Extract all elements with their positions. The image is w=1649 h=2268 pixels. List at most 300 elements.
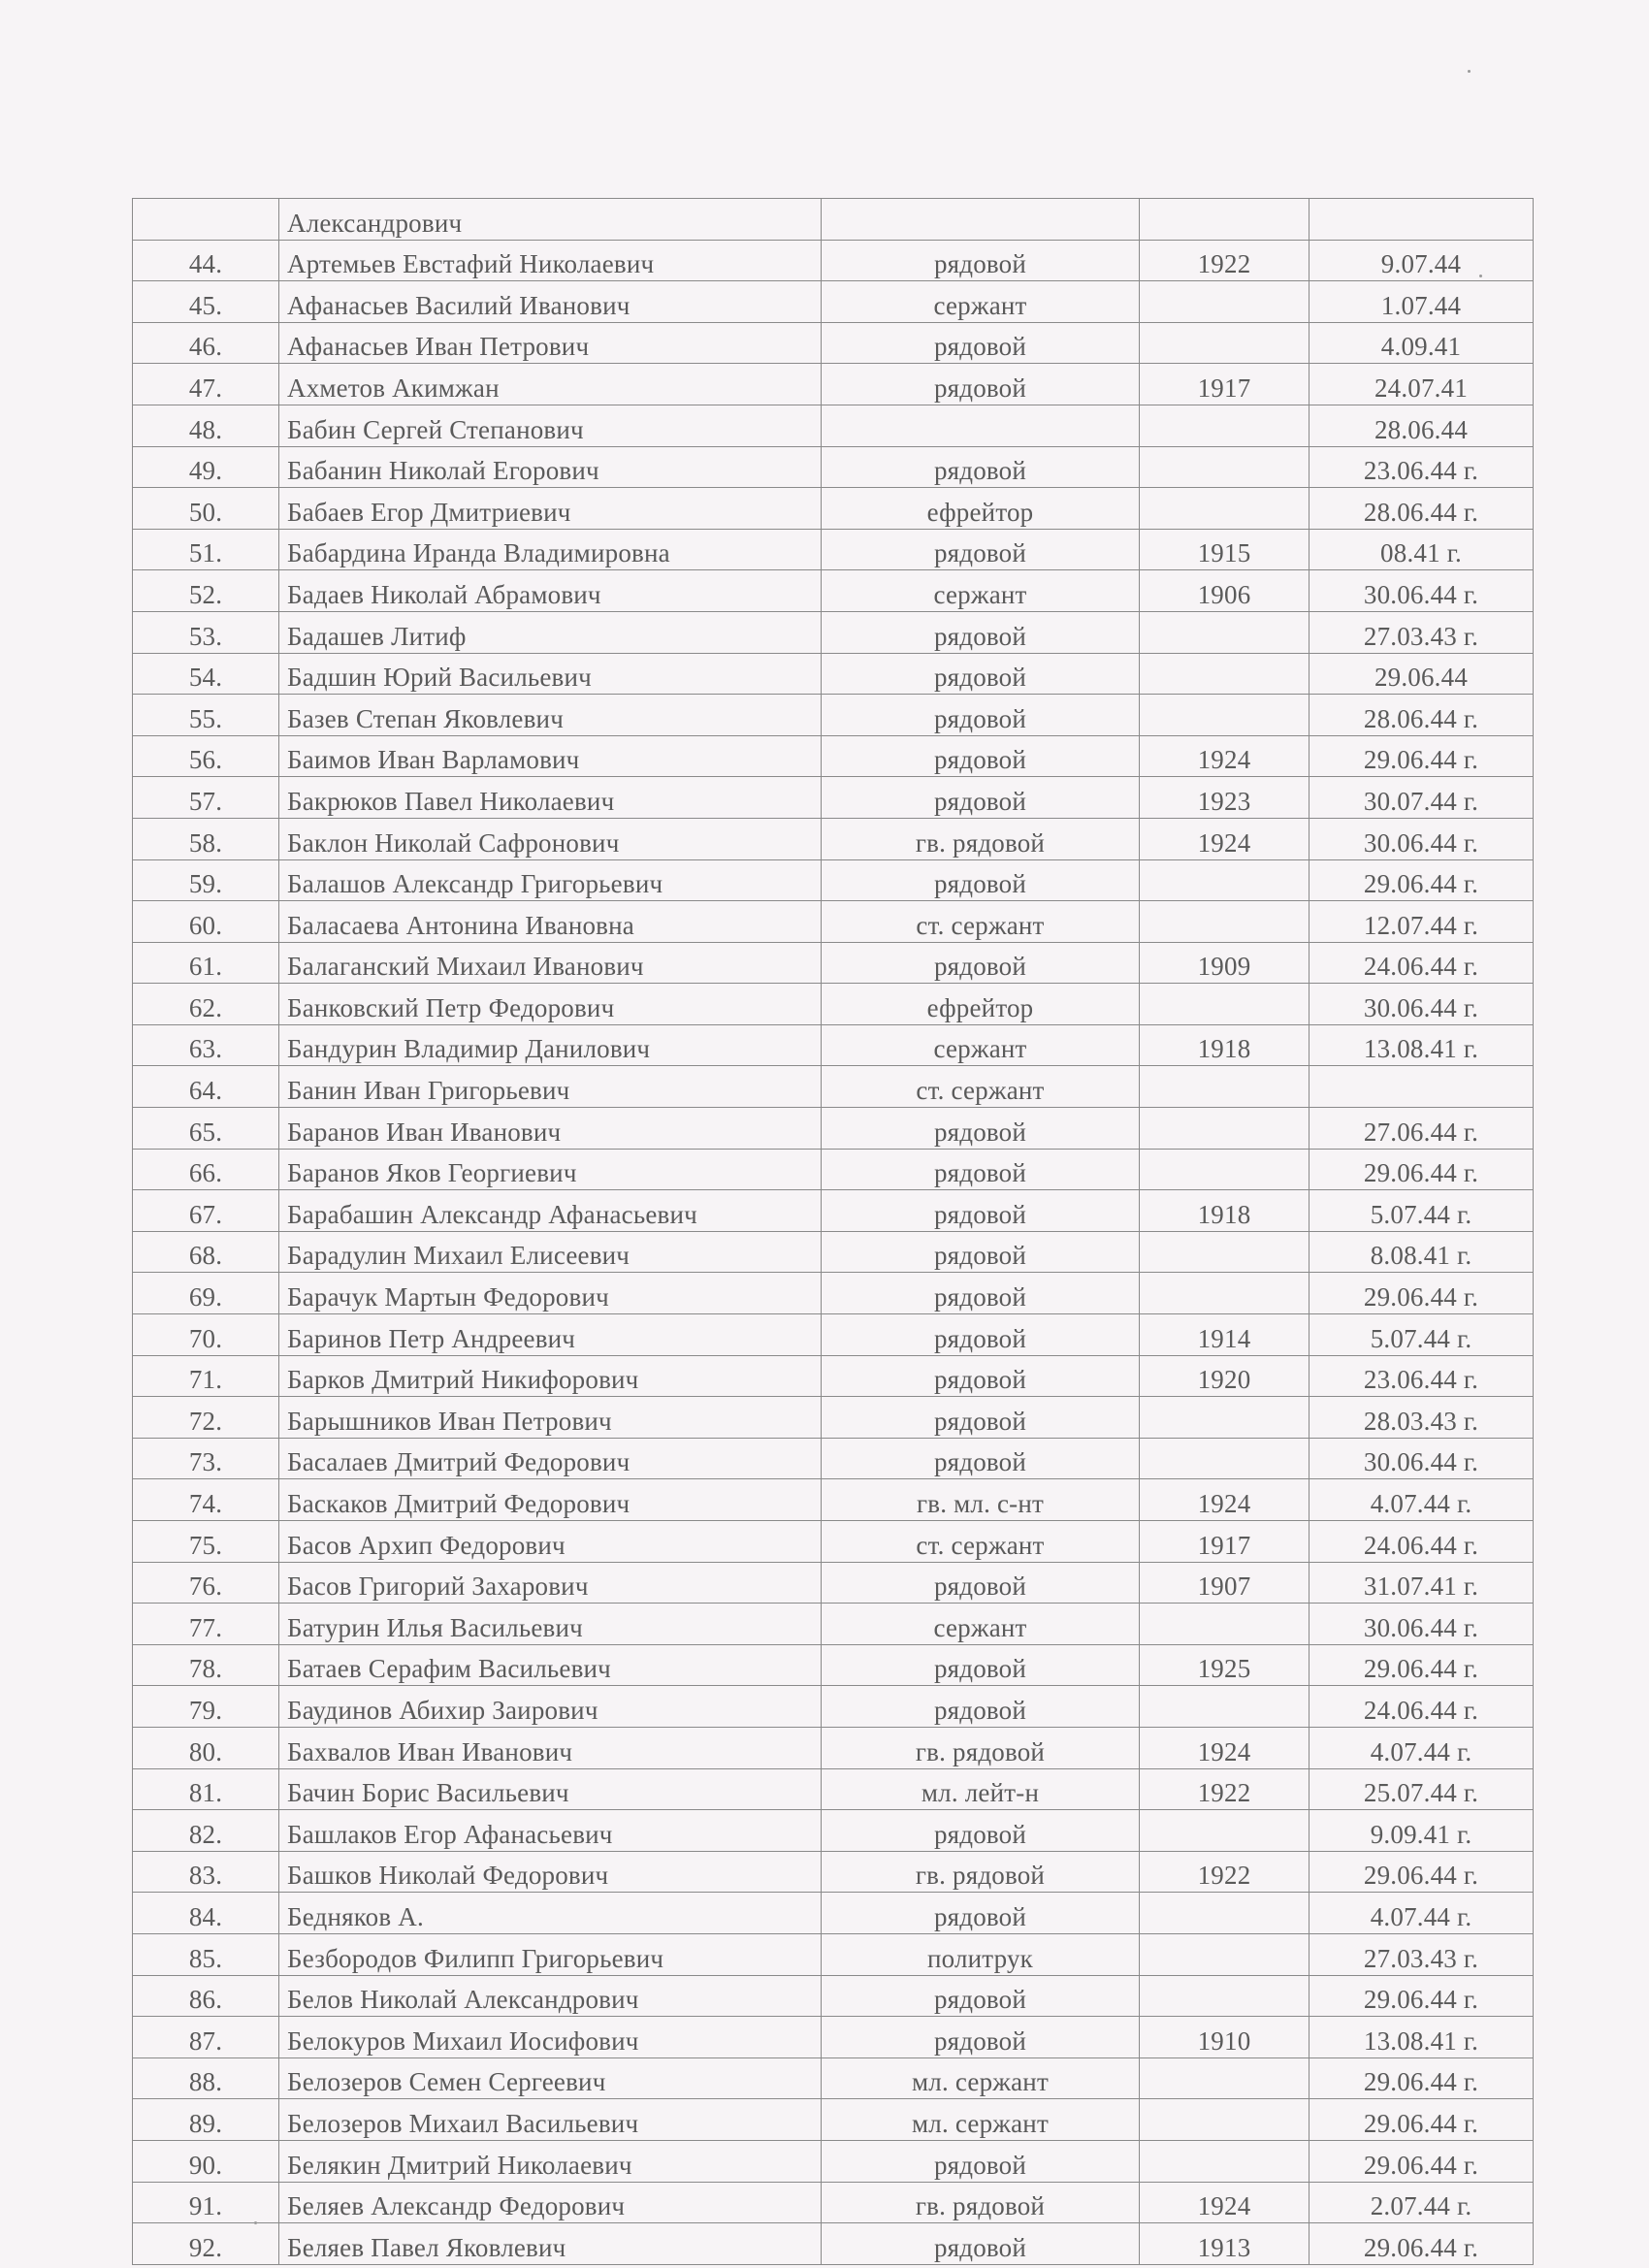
row-number-cell: 80. [133,1727,279,1768]
military-rank-cell: гв. рядовой [822,818,1140,859]
person-name-cell: Беляев Павел Яковлевич [279,2223,822,2265]
military-rank-cell: гв. рядовой [822,2182,1140,2223]
birth-year-cell [1140,199,1310,241]
birth-year-cell: 1924 [1140,2182,1310,2223]
death-date-cell: 29.06.44 г. [1310,2223,1534,2265]
military-rank-cell: рядовой [822,446,1140,488]
birth-year-cell: 1917 [1140,364,1310,405]
military-rank-cell: рядовой [822,1562,1140,1604]
person-name-cell: Бабанин Николай Егорович [279,446,822,488]
scan-speck [1479,275,1482,277]
birth-year-cell [1140,1604,1310,1645]
death-date-cell: 13.08.41 г. [1310,1024,1534,1066]
military-rank-cell: рядовой [822,1231,1140,1273]
military-rank-cell: рядовой [822,1975,1140,2017]
death-date-cell: 28.03.43 г. [1310,1397,1534,1439]
person-name-cell: Афанасьев Василий Иванович [279,281,822,323]
birth-year-cell [1140,1810,1310,1852]
military-rank-cell: рядовой [822,1273,1140,1314]
death-date-cell: 29.06.44 г. [1310,1273,1534,1314]
death-date-cell: 29.06.44 г. [1310,1851,1534,1893]
death-date-cell: 4.07.44 г. [1310,1893,1534,1934]
birth-year-cell: 1909 [1140,942,1310,984]
table-row [133,2099,1534,2141]
military-rank-cell: гв. рядовой [822,1727,1140,1768]
birth-year-cell: 1922 [1140,1768,1310,1810]
death-date-cell [1310,1066,1534,1108]
table-row [133,281,1534,323]
table-row [133,735,1534,777]
birth-year-cell [1140,488,1310,530]
table-row [133,942,1534,984]
person-name-cell: Александрович [279,199,822,241]
row-number-cell: 55. [133,695,279,736]
table-row [133,322,1534,364]
table-row [133,777,1534,819]
death-date-cell: 8.08.41 г. [1310,1231,1534,1273]
table-row [133,1893,1534,1934]
table-row [133,446,1534,488]
table-row [133,240,1534,281]
table-row [133,1604,1534,1645]
row-number-cell: 74. [133,1479,279,1521]
row-number-cell: 83. [133,1851,279,1893]
table-row [133,901,1534,943]
row-number-cell: 88. [133,2057,279,2099]
death-date-cell: 29.06.44 г. [1310,2099,1534,2141]
death-date-cell: 27.03.43 г. [1310,611,1534,653]
row-number-cell: 68. [133,1231,279,1273]
person-name-cell: Белов Николай Александрович [279,1975,822,2017]
military-rank-cell: рядовой [822,942,1140,984]
table-row [133,1975,1534,2017]
table-row [133,695,1534,736]
birth-year-cell: 1910 [1140,2017,1310,2058]
military-rank-cell: ефрейтор [822,488,1140,530]
death-date-cell: 30.06.44 г. [1310,570,1534,612]
row-number-cell: 72. [133,1397,279,1439]
table-row [133,2223,1534,2265]
person-name-cell: Бадашев Литиф [279,611,822,653]
row-number-cell: 84. [133,1893,279,1934]
table-row [133,1562,1534,1604]
person-name-cell: Белокуров Михаил Иосифович [279,2017,822,2058]
death-date-cell: 5.07.44 г. [1310,1190,1534,1232]
person-name-cell: Баскаков Дмитрий Федорович [279,1479,822,1521]
birth-year-cell: 1920 [1140,1355,1310,1397]
death-date-cell: 31.07.41 г. [1310,1562,1534,1604]
row-number-cell: 69. [133,1273,279,1314]
birth-year-cell [1140,1066,1310,1108]
military-rank-cell: мл. лейт-н [822,1768,1140,1810]
row-number-cell: 61. [133,942,279,984]
death-date-cell: 29.06.44 г. [1310,2057,1534,2099]
death-date-cell: 24.06.44 г. [1310,942,1534,984]
death-date-cell: 4.07.44 г. [1310,1479,1534,1521]
death-date-cell: 9.09.41 г. [1310,1810,1534,1852]
birth-year-cell: 1924 [1140,1479,1310,1521]
roster-body [133,199,1534,2265]
person-name-cell: Батаев Серафим Васильевич [279,1644,822,1686]
death-date-cell: 27.03.43 г. [1310,1933,1534,1975]
military-rank-cell: рядовой [822,735,1140,777]
row-number-cell: 53. [133,611,279,653]
person-name-cell: Баласаева Антонина Ивановна [279,901,822,943]
military-rank-cell: рядовой [822,777,1140,819]
table-row [133,2057,1534,2099]
death-date-cell: 30.07.44 г. [1310,777,1534,819]
person-name-cell: Басов Григорий Захарович [279,1562,822,1604]
row-number-cell: 67. [133,1190,279,1232]
military-rank-cell: мл. сержант [822,2099,1140,2141]
row-number-cell: 89. [133,2099,279,2141]
death-date-cell: 24.06.44 г. [1310,1521,1534,1563]
row-number-cell: 70. [133,1314,279,1356]
birth-year-cell [1140,1397,1310,1439]
row-number-cell: 56. [133,735,279,777]
table-row [133,653,1534,695]
birth-year-cell: 1924 [1140,1727,1310,1768]
person-name-cell: Баудинов Абихир Заирович [279,1686,822,1728]
row-number-cell: 60. [133,901,279,943]
table-row [133,1479,1534,1521]
person-name-cell: Бадшин Юрий Васильевич [279,653,822,695]
person-name-cell: Бакрюков Павел Николаевич [279,777,822,819]
person-name-cell: Барков Дмитрий Никифорович [279,1355,822,1397]
military-rank-cell: рядовой [822,859,1140,901]
death-date-cell: 30.06.44 г. [1310,1604,1534,1645]
birth-year-cell [1140,2057,1310,2099]
person-name-cell: Афанасьев Иван Петрович [279,322,822,364]
military-rank-cell: рядовой [822,1686,1140,1728]
death-date-cell: 29.06.44 г. [1310,1975,1534,2017]
military-rank-cell: рядовой [822,2223,1140,2265]
row-number-cell: 76. [133,1562,279,1604]
birth-year-cell [1140,2140,1310,2182]
birth-year-cell: 1918 [1140,1190,1310,1232]
row-number-cell: 92. [133,2223,279,2265]
death-date-cell: 4.09.41 [1310,322,1534,364]
row-number-cell: 47. [133,364,279,405]
death-date-cell: 4.07.44 г. [1310,1727,1534,1768]
birth-year-cell: 1914 [1140,1314,1310,1356]
table-row [133,1851,1534,1893]
military-rank-cell: рядовой [822,322,1140,364]
row-number-cell: 75. [133,1521,279,1563]
person-name-cell: Артемьев Евстафий Николаевич [279,240,822,281]
military-rank-cell: политрук [822,1933,1140,1975]
table-row [133,818,1534,859]
military-rank-cell: сержант [822,1604,1140,1645]
row-number-cell: 48. [133,405,279,446]
person-name-cell: Базев Степан Яковлевич [279,695,822,736]
birth-year-cell: 1924 [1140,818,1310,859]
table-row [133,1810,1534,1852]
death-date-cell: 2.07.44 г. [1310,2182,1534,2223]
person-name-cell: Барышников Иван Петрович [279,1397,822,1439]
row-number-cell: 52. [133,570,279,612]
death-date-cell: 29.06.44 г. [1310,735,1534,777]
death-date-cell: 30.06.44 г. [1310,1438,1534,1479]
military-rank-cell: рядовой [822,1190,1140,1232]
person-name-cell: Башков Николай Федорович [279,1851,822,1893]
table-row [133,1190,1534,1232]
birth-year-cell [1140,1149,1310,1190]
table-row [133,570,1534,612]
table-row [133,2140,1534,2182]
military-rank-cell: рядовой [822,1108,1140,1150]
row-number-cell: 54. [133,653,279,695]
person-name-cell: Баранов Иван Иванович [279,1108,822,1150]
table-row [133,611,1534,653]
table-row [133,1933,1534,1975]
row-number-cell: 64. [133,1066,279,1108]
military-rank-cell: рядовой [822,1644,1140,1686]
birth-year-cell: 1922 [1140,240,1310,281]
person-name-cell: Балашов Александр Григорьевич [279,859,822,901]
birth-year-cell [1140,901,1310,943]
death-date-cell: 30.06.44 г. [1310,984,1534,1025]
table-row [133,1024,1534,1066]
death-date-cell: 24.06.44 г. [1310,1686,1534,1728]
death-date-cell: 23.06.44 г. [1310,446,1534,488]
birth-year-cell: 1922 [1140,1851,1310,1893]
military-rank-cell: мл. сержант [822,2057,1140,2099]
row-number-cell: 87. [133,2017,279,2058]
person-name-cell: Ахметов Акимжан [279,364,822,405]
person-name-cell: Бахвалов Иван Иванович [279,1727,822,1768]
roster-table [132,198,1534,2265]
birth-year-cell: 1913 [1140,2223,1310,2265]
death-date-cell: 9.07.44 [1310,240,1534,281]
military-rank-cell: рядовой [822,1397,1140,1439]
birth-year-cell [1140,1438,1310,1479]
military-rank-cell: рядовой [822,695,1140,736]
death-date-cell: 27.06.44 г. [1310,1108,1534,1150]
birth-year-cell: 1907 [1140,1562,1310,1604]
table-row [133,1644,1534,1686]
row-number-cell: 58. [133,818,279,859]
death-date-cell: 25.07.44 г. [1310,1768,1534,1810]
military-rank-cell: рядовой [822,2140,1140,2182]
death-date-cell: 29.06.44 г. [1310,1149,1534,1190]
birth-year-cell [1140,611,1310,653]
row-number-cell: 44. [133,240,279,281]
military-rank-cell: ст. сержант [822,901,1140,943]
military-rank-cell: рядовой [822,529,1140,570]
person-name-cell: Балаганский Михаил Иванович [279,942,822,984]
table-row [133,488,1534,530]
row-number-cell: 86. [133,1975,279,2017]
row-number-cell: 49. [133,446,279,488]
person-name-cell: Бедняков А. [279,1893,822,1934]
birth-year-cell: 1918 [1140,1024,1310,1066]
person-name-cell: Барабашин Александр Афанасьевич [279,1190,822,1232]
table-row [133,1397,1534,1439]
birth-year-cell [1140,2099,1310,2141]
birth-year-cell [1140,281,1310,323]
row-number-cell: 46. [133,322,279,364]
military-rank-cell: рядовой [822,2017,1140,2058]
row-number-cell: 90. [133,2140,279,2182]
person-name-cell: Бандурин Владимир Данилович [279,1024,822,1066]
person-name-cell: Бабаев Егор Дмитриевич [279,488,822,530]
row-number-cell: 66. [133,1149,279,1190]
person-name-cell: Беляев Александр Федорович [279,2182,822,2223]
person-name-cell: Басалаев Дмитрий Федорович [279,1438,822,1479]
person-name-cell: Барадулин Михаил Елисеевич [279,1231,822,1273]
person-name-cell: Басов Архип Федорович [279,1521,822,1563]
birth-year-cell [1140,322,1310,364]
person-name-cell: Барачук Мартын Федорович [279,1273,822,1314]
death-date-cell: 28.06.44 [1310,405,1534,446]
military-rank-cell: рядовой [822,1149,1140,1190]
row-number-cell [133,199,279,241]
military-rank-cell: ст. сержант [822,1066,1140,1108]
death-date-cell: 28.06.44 г. [1310,695,1534,736]
row-number-cell: 59. [133,859,279,901]
military-rank-cell: сержант [822,281,1140,323]
table-row [133,2017,1534,2058]
birth-year-cell [1140,1108,1310,1150]
military-rank-cell: рядовой [822,1810,1140,1852]
table-row [133,364,1534,405]
military-rank-cell [822,199,1140,241]
person-name-cell: Бадаев Николай Абрамович [279,570,822,612]
military-rank-cell: рядовой [822,1314,1140,1356]
birth-year-cell [1140,1893,1310,1934]
table-row [133,1108,1534,1150]
person-name-cell: Белозеров Михаил Васильевич [279,2099,822,2141]
row-number-cell: 71. [133,1355,279,1397]
scan-speck [1468,70,1471,73]
person-name-cell: Банковский Петр Федорович [279,984,822,1025]
death-date-cell [1310,199,1534,241]
person-name-cell: Баранов Яков Георгиевич [279,1149,822,1190]
military-rank-cell: сержант [822,1024,1140,1066]
table-row [133,1438,1534,1479]
row-number-cell: 65. [133,1108,279,1150]
birth-year-cell: 1925 [1140,1644,1310,1686]
table-row [133,1727,1534,1768]
row-number-cell: 82. [133,1810,279,1852]
birth-year-cell [1140,1686,1310,1728]
death-date-cell: 08.41 г. [1310,529,1534,570]
table-row [133,2182,1534,2223]
table-row [133,1686,1534,1728]
person-name-cell: Бачин Борис Васильевич [279,1768,822,1810]
table-row [133,1521,1534,1563]
birth-year-cell: 1915 [1140,529,1310,570]
birth-year-cell: 1923 [1140,777,1310,819]
military-rank-cell: рядовой [822,653,1140,695]
birth-year-cell [1140,1231,1310,1273]
table-row [133,984,1534,1025]
table-row [133,1768,1534,1810]
birth-year-cell [1140,984,1310,1025]
birth-year-cell [1140,1975,1310,2017]
person-name-cell: Баринов Петр Андреевич [279,1314,822,1356]
row-number-cell: 78. [133,1644,279,1686]
table-row [133,1314,1534,1356]
birth-year-cell [1140,1273,1310,1314]
row-number-cell: 63. [133,1024,279,1066]
military-rank-cell: рядовой [822,1893,1140,1934]
row-number-cell: 73. [133,1438,279,1479]
death-date-cell: 5.07.44 г. [1310,1314,1534,1356]
table-row [133,405,1534,446]
person-name-cell: Баимов Иван Варламович [279,735,822,777]
row-number-cell: 57. [133,777,279,819]
death-date-cell: 29.06.44 г. [1310,1644,1534,1686]
table-row [133,1149,1534,1190]
person-name-cell: Бабардина Иранда Владимировна [279,529,822,570]
table-row [133,1273,1534,1314]
row-number-cell: 50. [133,488,279,530]
military-rank-cell: ст. сержант [822,1521,1140,1563]
birth-year-cell: 1906 [1140,570,1310,612]
person-name-cell: Бабин Сергей Степанович [279,405,822,446]
death-date-cell: 29.06.44 г. [1310,859,1534,901]
death-date-cell: 12.07.44 г. [1310,901,1534,943]
military-rank-cell: сержант [822,570,1140,612]
military-rank-cell: ефрейтор [822,984,1140,1025]
row-number-cell: 45. [133,281,279,323]
scan-speck [254,2221,257,2224]
birth-year-cell: 1917 [1140,1521,1310,1563]
person-name-cell: Белозеров Семен Сергеевич [279,2057,822,2099]
military-rank-cell: рядовой [822,1438,1140,1479]
table-row [133,1066,1534,1108]
death-date-cell: 29.06.44 [1310,653,1534,695]
row-number-cell: 79. [133,1686,279,1728]
row-number-cell: 91. [133,2182,279,2223]
death-date-cell: 1.07.44 [1310,281,1534,323]
military-rank-cell: гв. мл. с-нт [822,1479,1140,1521]
military-rank-cell: рядовой [822,1355,1140,1397]
death-date-cell: 28.06.44 г. [1310,488,1534,530]
military-rank-cell: гв. рядовой [822,1851,1140,1893]
death-date-cell: 30.06.44 г. [1310,818,1534,859]
person-name-cell: Башлаков Егор Афанасьевич [279,1810,822,1852]
death-date-cell: 23.06.44 г. [1310,1355,1534,1397]
row-number-cell: 81. [133,1768,279,1810]
row-number-cell: 51. [133,529,279,570]
death-date-cell: 24.07.41 [1310,364,1534,405]
row-number-cell: 85. [133,1933,279,1975]
military-rank-cell [822,405,1140,446]
table-row [133,1355,1534,1397]
roster-sheet [132,198,1533,2265]
person-name-cell: Белякин Дмитрий Николаевич [279,2140,822,2182]
birth-year-cell [1140,405,1310,446]
death-date-cell: 29.06.44 г. [1310,2140,1534,2182]
birth-year-cell [1140,446,1310,488]
person-name-cell: Баклон Николай Сафронович [279,818,822,859]
death-date-cell: 13.08.41 г. [1310,2017,1534,2058]
table-row [133,199,1534,241]
row-number-cell: 77. [133,1604,279,1645]
military-rank-cell: рядовой [822,611,1140,653]
table-row [133,859,1534,901]
row-number-cell: 62. [133,984,279,1025]
person-name-cell: Безбородов Филипп Григорьевич [279,1933,822,1975]
person-name-cell: Банин Иван Григорьевич [279,1066,822,1108]
military-rank-cell: рядовой [822,364,1140,405]
birth-year-cell: 1924 [1140,735,1310,777]
birth-year-cell [1140,859,1310,901]
table-row [133,1231,1534,1273]
